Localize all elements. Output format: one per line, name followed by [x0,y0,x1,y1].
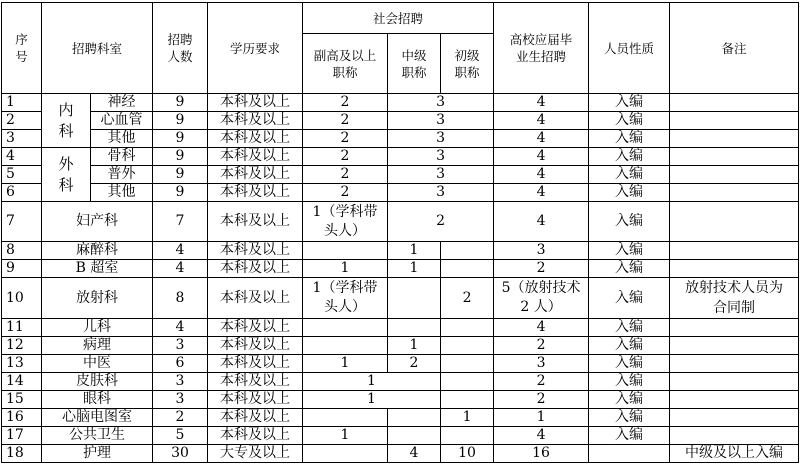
row-edu: 本科及以上 [208,391,303,409]
row-nature: 入编 [589,409,670,427]
row-edu: 本科及以上 [208,242,303,260]
row-dept: 妇产科 [42,202,153,242]
row-nature: 入编 [589,242,670,260]
row-edu: 本科及以上 [208,112,303,130]
row-remark [670,260,799,278]
row-count: 3 [153,391,208,409]
row-count: 9 [153,94,208,112]
row-junior [441,319,494,337]
row-remark [670,337,799,355]
row-no: 11 [2,319,42,337]
row-nature: 入编 [589,130,670,148]
row-midjr: 3 [388,184,494,202]
row-dept: 其他 [91,130,153,148]
row-campus: 3 [494,242,589,260]
row-campus: 4 [494,166,589,184]
row-campus: 4 [494,202,589,242]
row-midjr: 3 [388,130,494,148]
row-campus: 2 [494,373,589,391]
row-no: 8 [2,242,42,260]
row-count: 9 [153,148,208,166]
row-count: 9 [153,184,208,202]
row-no: 12 [2,337,42,355]
row-mid [388,278,441,319]
row-campus: 2 [494,391,589,409]
row-senior: 1 [303,355,388,373]
row-count: 30 [153,445,208,463]
row-remark [670,184,799,202]
row-no: 2 [2,112,42,130]
row-senior: 1（学科带 头人） [303,202,388,242]
row-senior [303,319,388,337]
row-mid: 4 [388,445,441,463]
row-edu: 本科及以上 [208,409,303,427]
row-count: 3 [153,373,208,391]
row-senior [303,409,388,427]
row-edu: 本科及以上 [208,319,303,337]
row-no: 7 [2,202,42,242]
row-count: 3 [153,337,208,355]
row-campus: 3 [494,355,589,373]
row-campus: 5（放射技术 2 人） [494,278,589,319]
row-campus: 4 [494,94,589,112]
row-dept: 心脑电图室 [42,409,153,427]
row-midjr: 3 [388,112,494,130]
row-campus: 4 [494,148,589,166]
row-dept: 护理 [42,445,153,463]
row-no: 14 [2,373,42,391]
header-dept: 招聘科室 [42,3,153,94]
row-remark [670,112,799,130]
row-no: 3 [2,130,42,148]
row-junior: 2 [441,278,494,319]
row-remark [670,355,799,373]
row-count: 4 [153,319,208,337]
row-remark [670,94,799,112]
header-senior: 副高及以上 职称 [303,34,388,94]
row-remark [670,319,799,337]
row-edu: 本科及以上 [208,130,303,148]
header-social: 社会招聘 [303,3,494,34]
row-junior: 10 [441,445,494,463]
row-campus: 16 [494,445,589,463]
row-edu: 大专及以上 [208,445,303,463]
row-mid [388,319,441,337]
row-no: 5 [2,166,42,184]
row-no: 17 [2,427,42,445]
row-junior [441,355,494,373]
row-senior: 2 [303,94,388,112]
row-count: 4 [153,260,208,278]
row-nature [589,445,670,463]
row-no: 10 [2,278,42,319]
row-campus: 2 [494,260,589,278]
row-mid: 1 [388,242,441,260]
row-senior-mid: 1 [303,391,441,409]
row-edu: 本科及以上 [208,337,303,355]
row-nature: 入编 [589,94,670,112]
row-edu: 本科及以上 [208,94,303,112]
row-junior [441,391,494,409]
row-dept: 心血管 [91,112,153,130]
row-midjr: 3 [388,166,494,184]
row-dept: 放射科 [42,278,153,319]
row-senior: 2 [303,130,388,148]
row-remark: 放射技术人员为 合同制 [670,278,799,319]
row-campus: 4 [494,184,589,202]
row-campus: 4 [494,319,589,337]
group-waike: 外 科 [42,148,91,202]
row-edu: 本科及以上 [208,355,303,373]
row-nature: 入编 [589,373,670,391]
row-no: 4 [2,148,42,166]
row-mid: 2 [388,355,441,373]
row-remark [670,202,799,242]
row-dept: 骨科 [91,148,153,166]
row-midjr: 3 [388,94,494,112]
header-campus: 高校应届毕 业生招聘 [494,3,589,94]
row-campus: 4 [494,427,589,445]
row-edu: 本科及以上 [208,260,303,278]
row-dept: 神经 [91,94,153,112]
row-mid: 1 [388,260,441,278]
row-no: 13 [2,355,42,373]
row-senior: 2 [303,166,388,184]
row-no: 15 [2,391,42,409]
row-remark [670,130,799,148]
row-nature: 入编 [589,337,670,355]
row-senior: 1（学科带 头人） [303,278,388,319]
row-count: 8 [153,278,208,319]
row-dept: B 超室 [42,260,153,278]
row-nature: 入编 [589,202,670,242]
row-nature: 入编 [589,319,670,337]
row-count: 9 [153,166,208,184]
row-no: 18 [2,445,42,463]
row-mid [388,409,441,427]
header-junior: 初级 职称 [441,34,494,94]
row-junior: 1 [441,409,494,427]
row-nature: 入编 [589,166,670,184]
row-senior: 2 [303,148,388,166]
row-midjr: 3 [388,148,494,166]
row-remark [670,242,799,260]
row-nature: 入编 [589,427,670,445]
row-nature: 入编 [589,184,670,202]
row-senior: 1 [303,260,388,278]
row-senior: 2 [303,112,388,130]
row-junior [441,427,494,445]
header-edu: 学历要求 [208,3,303,94]
row-remark [670,409,799,427]
row-junior [441,260,494,278]
row-edu: 本科及以上 [208,148,303,166]
row-campus: 4 [494,112,589,130]
row-count: 4 [153,242,208,260]
row-count: 9 [153,130,208,148]
row-nature: 入编 [589,112,670,130]
header-remark: 备注 [670,3,799,94]
row-mid [388,427,441,445]
row-edu: 本科及以上 [208,202,303,242]
row-dept: 眼科 [42,391,153,409]
row-edu: 本科及以上 [208,373,303,391]
row-nature: 入编 [589,391,670,409]
row-no: 16 [2,409,42,427]
row-dept: 普外 [91,166,153,184]
header-seq: 序 号 [2,3,42,94]
row-nature: 入编 [589,278,670,319]
row-midjr: 2 [388,202,494,242]
row-nature: 入编 [589,260,670,278]
row-no: 6 [2,184,42,202]
row-campus: 1 [494,409,589,427]
row-junior [441,242,494,260]
row-dept: 中医 [42,355,153,373]
row-senior [303,242,388,260]
group-neike: 内 科 [42,94,91,148]
row-campus: 4 [494,130,589,148]
row-remark [670,391,799,409]
row-senior: 2 [303,184,388,202]
row-dept: 病理 [42,337,153,355]
row-edu: 本科及以上 [208,427,303,445]
row-junior [441,337,494,355]
row-remark [670,373,799,391]
row-remark [670,148,799,166]
row-mid: 1 [388,337,441,355]
row-edu: 本科及以上 [208,278,303,319]
row-dept: 麻醉科 [42,242,153,260]
row-senior [303,445,388,463]
row-count: 2 [153,409,208,427]
row-remark [670,166,799,184]
row-nature: 入编 [589,355,670,373]
row-count: 6 [153,355,208,373]
row-dept: 儿科 [42,319,153,337]
row-count: 7 [153,202,208,242]
header-count: 招聘 人数 [153,3,208,94]
row-edu: 本科及以上 [208,184,303,202]
row-senior [303,337,388,355]
row-campus: 2 [494,337,589,355]
row-dept: 公共卫生 [42,427,153,445]
header-nature: 人员性质 [589,3,670,94]
row-no: 9 [2,260,42,278]
row-senior: 1 [303,427,388,445]
row-senior-mid: 1 [303,373,441,391]
row-count: 9 [153,112,208,130]
header-mid: 中级 职称 [388,34,441,94]
row-count: 5 [153,427,208,445]
row-nature: 入编 [589,148,670,166]
row-dept: 其他 [91,184,153,202]
row-no: 1 [2,94,42,112]
row-remark [670,427,799,445]
row-junior [441,373,494,391]
recruitment-table [1,2,799,463]
row-dept: 皮肤科 [42,373,153,391]
row-edu: 本科及以上 [208,166,303,184]
row-remark: 中级及以上入编 [670,445,799,463]
